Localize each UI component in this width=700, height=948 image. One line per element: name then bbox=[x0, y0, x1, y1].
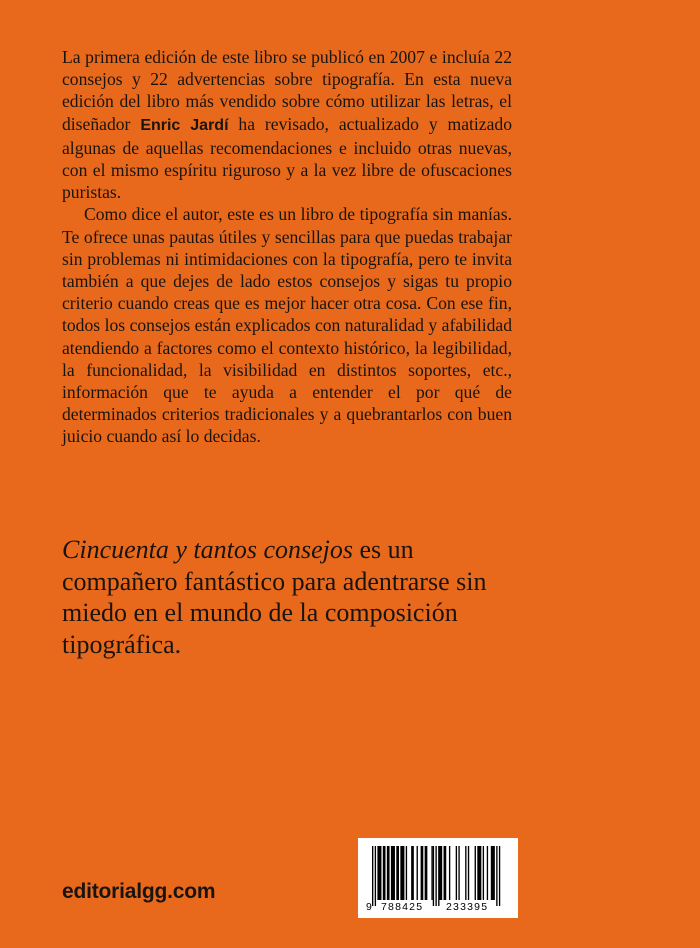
barcode-bar bbox=[433, 846, 434, 906]
barcode-bar bbox=[456, 846, 457, 900]
barcode-bar bbox=[487, 846, 488, 900]
back-cover-blurb bbox=[62, 46, 512, 448]
barcode-bar bbox=[435, 846, 436, 906]
barcode-bar bbox=[440, 846, 443, 900]
blurb-p1-after: ha revisado, actualizado y matizado algunas de aquellas recomendaciones e incluido otras nuevas, con el mismo espíritu riguroso y a la vez libre de ofuscaciones puristas. bbox=[62, 113, 512, 203]
pull-quote-text: es un compañero fantástico para adentrarse sin miedo en el mundo de la composición tipográfica. bbox=[62, 535, 487, 659]
barcode-bar bbox=[477, 846, 481, 900]
barcode-bar bbox=[372, 846, 373, 906]
barcode-bar bbox=[483, 846, 484, 900]
barcode-first-digit: 9 bbox=[366, 901, 372, 913]
barcode-bar bbox=[417, 846, 418, 900]
barcode-bar bbox=[458, 846, 459, 900]
barcode-bar bbox=[468, 846, 469, 900]
barcode-bar bbox=[375, 846, 376, 906]
blurb-paragraph-1 bbox=[62, 46, 512, 203]
publisher-website: editorialgg.com bbox=[62, 880, 216, 903]
barcode-bar bbox=[387, 846, 390, 900]
barcode-bar bbox=[449, 846, 450, 900]
author-name: Enric Jardí bbox=[140, 116, 229, 134]
barcode-bar bbox=[425, 846, 428, 900]
barcode-bar bbox=[499, 846, 500, 906]
blurb-p1-before: La primera edición de este libro se publicó en 2007 e incluía 22 consejos y 22 advertencias sobre tipografía. En esta nueva edición del libro más vendido sobre cómo utilizar las letras, el diseñador bbox=[62, 47, 512, 134]
barcode-bar bbox=[411, 846, 414, 900]
barcode-bar bbox=[465, 846, 466, 900]
barcode-bar bbox=[421, 846, 424, 900]
barcode-left-group: 788425 bbox=[381, 901, 424, 913]
barcode-bar bbox=[400, 846, 404, 900]
barcode-bar bbox=[396, 846, 399, 900]
book-title-italic: Cincuenta y tantos consejos bbox=[62, 535, 354, 564]
barcode-bar bbox=[475, 846, 476, 900]
barcode-bar bbox=[496, 846, 497, 906]
barcode-right-group: 233395 bbox=[446, 901, 489, 913]
barcode-bar bbox=[491, 846, 495, 900]
barcode-bar bbox=[438, 846, 439, 906]
pull-quote bbox=[62, 534, 522, 660]
barcode-bar bbox=[406, 846, 407, 900]
barcode-bar bbox=[383, 846, 386, 900]
barcode-bar bbox=[431, 846, 432, 900]
barcode-bar bbox=[444, 846, 447, 900]
barcode-bar bbox=[391, 846, 395, 900]
barcode-bar bbox=[377, 846, 381, 900]
blurb-paragraph-2: Como dice el autor, este es un libro de tipografía sin manías. Te ofrece unas pautas útiles y sencillas para que puedas trabajar sin problemas ni intimidaciones con la tipografía, pero te invita también a que dejes de lado estos consejos y sigas tu propio criterio cuando creas que es mejor hacer otra cosa. Con ese fin, todos los consejos están explicados con naturalidad y afabilidad atendiendo a factores como el contexto histórico, la legibilidad, la funcionalidad, la visibilidad en distintos soportes, etc., información que te ayuda a entender el por qué de determinados criterios tradicionales y a quebrantarlos con buen juicio cuando así lo decidas. bbox=[62, 204, 512, 447]
